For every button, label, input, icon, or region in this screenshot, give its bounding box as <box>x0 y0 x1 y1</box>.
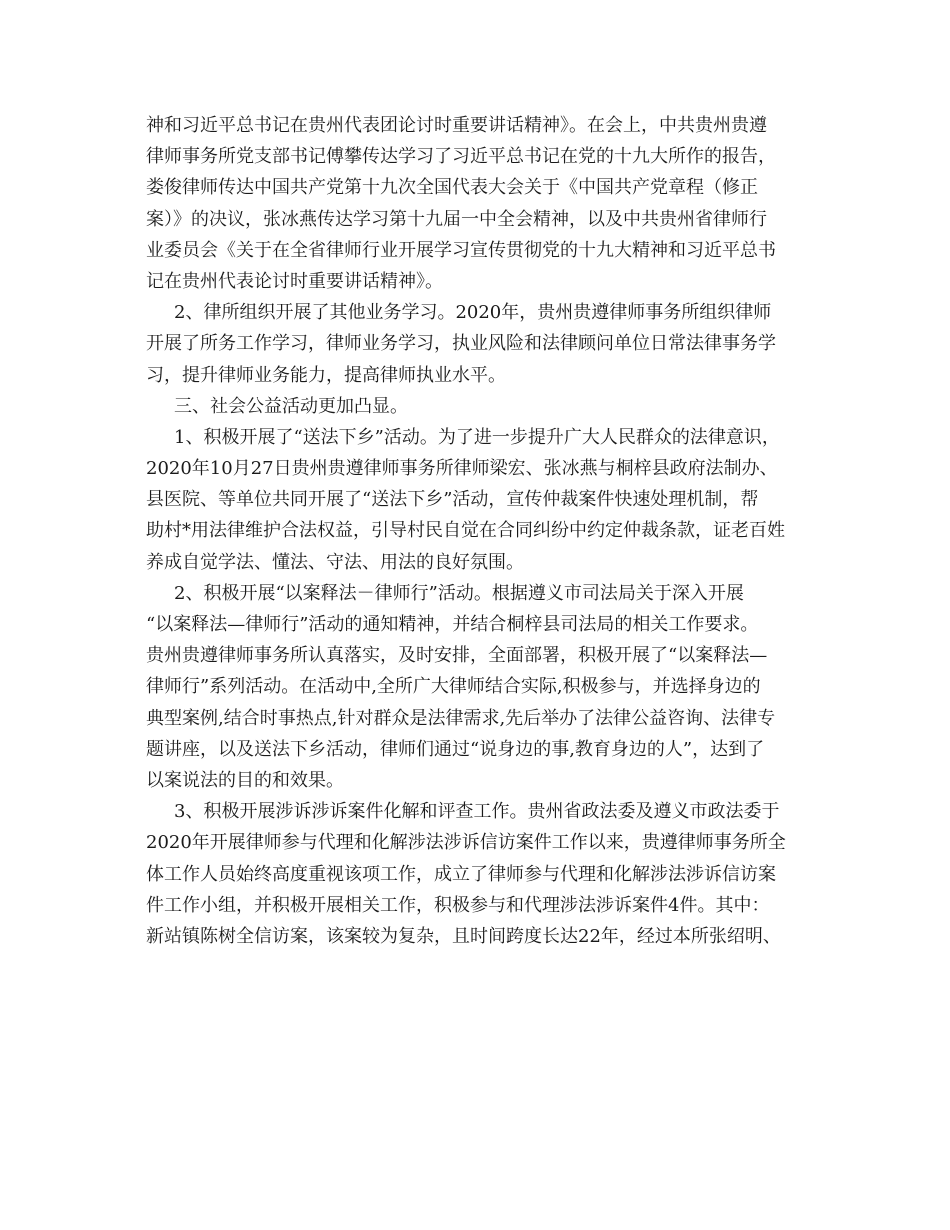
paragraph-first-line: 三、社会公益活动更加凸显。 <box>174 395 408 417</box>
text-line: 件工作小组，并积极开展相关工作，积极参与和代理涉法涉诉案件4件。其中： <box>146 894 770 916</box>
text-line: 新站镇陈树全信访案，该案较为复杂，且时间跨度长达22年，经过本所张绍明、 <box>146 925 781 947</box>
paragraph-first-line: 2、积极开展“以案释法－律师行”活动。根据遵义市司法局关于深入开展 <box>174 582 744 604</box>
text-line: 案）》的决议，张冰燕传达学习第十九届一中全会精神，以及中共贵州省律师行 <box>146 208 767 230</box>
text-line: 习，提升律师业务能力，提高律师执业水平。 <box>146 364 506 386</box>
text-line: 2020年开展律师参与代理和化解涉法涉诉信访案件工作以来，贵遵律师事务所全 <box>146 832 786 854</box>
text-line: 养成自觉学法、懂法、守法、用法的良好氛围。 <box>146 551 524 573</box>
text-line: 记在贵州代表论讨时重要讲话精神》。 <box>146 270 443 292</box>
paragraph-first-line: 1、积极开展了“送法下乡”活动。为了进一步提升广大人民群众的法律意识， <box>174 426 780 448</box>
text-line: 业委员会《关于在全省律师行业开展学习宣传贯彻党的十九大精神和习近平总书 <box>146 239 776 261</box>
text-line: 娄俊律师传达中国共产党第十九次全国代表大会关于《中国共产党章程（修正 <box>146 177 758 199</box>
paragraph-first-line: 2、律所组织开展了其他业务学习。2020年，贵州贵遵律师事务所组织律师 <box>174 302 772 324</box>
text-line: 体工作人员始终高度重视该项工作，成立了律师参与代理和化解涉法涉诉信访案 <box>146 863 776 885</box>
text-line: 县医院、等单位共同开展了“送法下乡”活动，宣传仲裁案件快速处理机制，帮 <box>146 489 759 511</box>
text-line: 题讲座，以及送法下乡活动，律师们通过“说身边的事,教育身边的人”，达到了 <box>146 738 765 760</box>
document-body <box>146 110 816 952</box>
text-line: 律师行”系列活动。在活动中,全所广大律师结合实际,积极参与，并选择身边的 <box>146 676 761 698</box>
text-line: 典型案例,结合时事热点,针对群众是法律需求,先后举办了法律公益咨询、法律专 <box>146 707 776 729</box>
text-line: 律师事务所党支部书记傅攀传达学习了习近平总书记在党的十九大所作的报告， <box>146 146 776 168</box>
text-line: “以案释法—律师行”活动的通知精神，并结合桐梓县司法局的相关工作要求。 <box>146 614 759 635</box>
text-line: 以案说法的目的和效果。 <box>146 769 344 791</box>
paragraph-first-line: 3、积极开展涉诉涉诉案件化解和评查工作。贵州省政法委及遵义市政法委于 <box>174 801 780 823</box>
text-line: 贵州贵遵律师事务所认真落实，及时安排，全面部署，积极开展了“以案释法— <box>146 645 768 667</box>
text-line: 2020年10月27日贵州贵遵律师事务所律师梁宏、张冰燕与桐梓县政府法制办、 <box>146 458 778 480</box>
text-line: 开展了所务工作学习，律师业务学习，执业风险和法律顾问单位日常法律事务学 <box>146 333 776 355</box>
text-line: 助村*用法律维护合法权益，引导村民自觉在合同纠纷中约定仲裁条款，证老百姓 <box>146 520 785 542</box>
text-line: 神和习近平总书记在贵州代表团论讨时重要讲话精神》。在会上，中共贵州贵遵 <box>146 115 767 136</box>
